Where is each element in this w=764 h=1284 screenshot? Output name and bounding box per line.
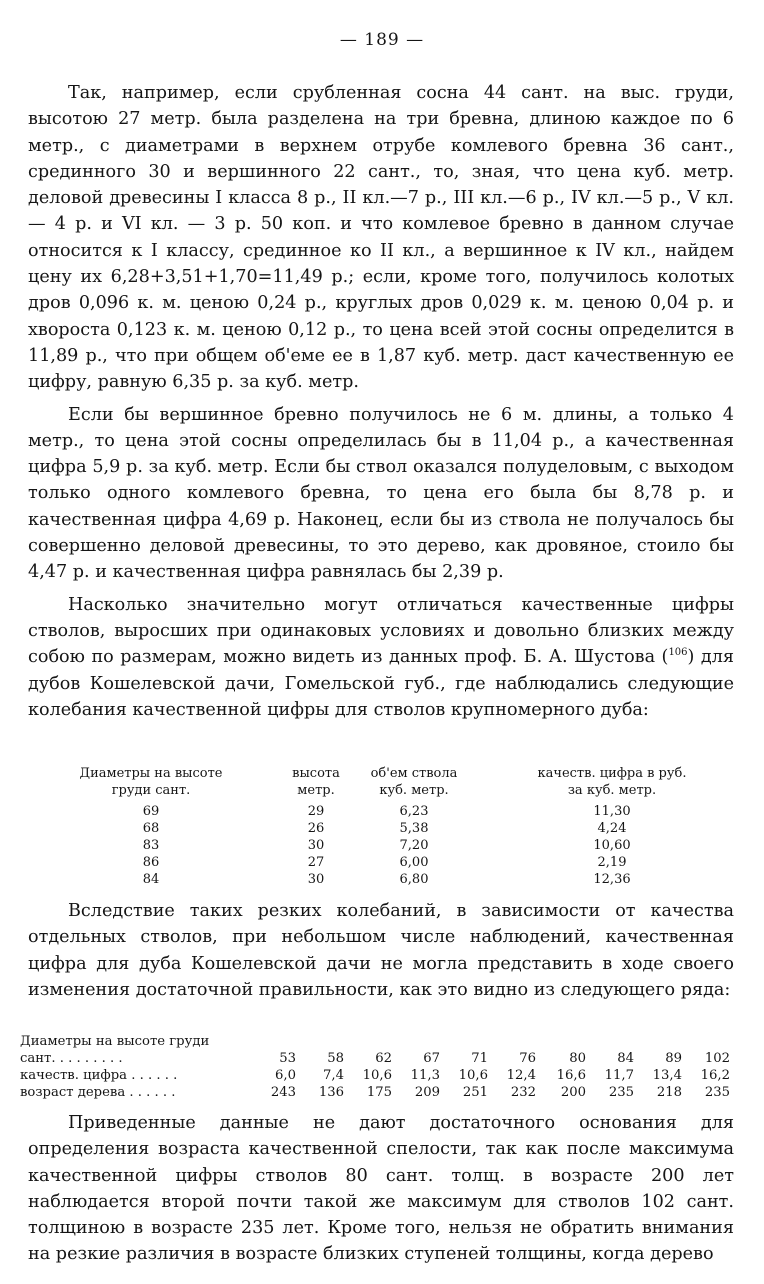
table-cell: 5,38 — [399, 821, 429, 836]
series-cell: 76 — [519, 1051, 536, 1066]
series-label-age: возраст дерева . . . . . . — [20, 1085, 176, 1100]
series-cell: 12,4 — [506, 1068, 536, 1083]
table-cell: 6,23 — [399, 804, 429, 819]
series-cell: 16,2 — [700, 1068, 730, 1083]
paragraph-pine-example: Так, например, если срубленная сосна 44 сант. на выс. груди, высотою 27 метр. была разделена на три бревна, длиною каждое по 6 метр., с диаметрами в верхнем отрубе комлевого бревна 36 сант., срединного 30 и вершинного 22 сант., то, зная, что цена куб. метр. деловой древесины I класса 8 р., II кл.—7 р., III кл.—6 р., IV кл.—5 р., V кл. — 4 р. и VI кл. — 3 р. 50 коп. и что комлевое бревно в данном случае относится к I классу, срединное ко II кл., а вершинное к IV кл., найдем цену их 6,28+3,51+1,70=11,49 р.; если, кроме того, получилось колотых дров 0,096 к. м. ценою 0,24 р., круглых дров 0,029 к. м. ценою 0,04 р. и хвороста 0,123 к. м. ценою 0,12 р., то цена всей этой сосны определится в 11,89 р., что при общем об'еме ее в 1,87 куб. метр. даст качественную ее цифру, равную 6,35 р. за куб. метр. — [28, 83, 734, 393]
table-cell: 12,36 — [593, 872, 631, 887]
series-cell: 16,6 — [556, 1068, 586, 1083]
series-cell: 218 — [656, 1085, 682, 1100]
series-cell: 209 — [414, 1085, 440, 1100]
table-cell: 29 — [307, 804, 325, 819]
series-cell: 10,6 — [458, 1068, 488, 1083]
table-cell: 86 — [142, 855, 160, 870]
table-header-volume: об'ем ствола куб. метр. — [370, 766, 458, 798]
series-cell: 62 — [375, 1051, 392, 1066]
text-block-bottom — [28, 1110, 734, 1274]
table-header-quality: качеств. цифра в руб. за куб. метр. — [537, 766, 687, 798]
table-header-height: высота метр. — [292, 766, 340, 798]
series-cell: 53 — [279, 1051, 296, 1066]
series-cell: 6,0 — [275, 1068, 296, 1083]
series-cell: 235 — [704, 1085, 730, 1100]
table-cell: 69 — [142, 804, 160, 819]
series-cell: 136 — [318, 1085, 344, 1100]
table-cell: 30 — [307, 872, 325, 887]
table-cell: 6,80 — [399, 872, 429, 887]
series-label-diameter: сант. . . . . . . . . — [20, 1051, 123, 1066]
series-cell: 102 — [704, 1051, 730, 1066]
paragraph-top-log: Если бы вершинное бревно получилось не 6 м. длины, а только 4 метр., то цена этой сосны определилась бы в 11,04 р., а качественная цифра 5,9 р. за куб. метр. Если бы ствол оказался полуделовым, с выходом только одного комлевого бревна, то цена его была бы 8,78 р. и качественная цифра 4,69 р. Наконец, если бы из ствола не получалось бы совершенно деловой древесины, то это дерево, как дровяное, стоило бы 4,47 р. и качественная цифра равнялась бы 2,39 р. — [28, 404, 734, 583]
series-cell: 251 — [462, 1085, 488, 1100]
table-cell: 27 — [307, 855, 325, 870]
paragraph-shustov — [28, 592, 734, 723]
table-cell: 83 — [142, 838, 160, 853]
series-cell: 89 — [665, 1051, 682, 1066]
text-block-top — [28, 80, 734, 729]
series-cell: 80 — [569, 1051, 586, 1066]
table-column-volume — [358, 803, 470, 888]
series-cell: 200 — [560, 1085, 586, 1100]
table-cell: 11,30 — [593, 804, 631, 819]
table-cell: 4,24 — [597, 821, 627, 836]
table-column-height — [284, 803, 348, 888]
table-cell: 2,19 — [597, 855, 627, 870]
paragraph-shustov-part2: ) для дубов Кошелевской дачи, Гомельской губ., где наблюдались следующие колебания качественной цифры для стволов крупномерного дуба: — [28, 647, 734, 720]
table-cell: 6,00 — [399, 855, 429, 870]
table-header-diameter: Диаметры на высоте груди сант. — [79, 766, 223, 798]
table-cell: 84 — [142, 872, 160, 887]
table-cell: 26 — [307, 821, 325, 836]
series-cell: 67 — [423, 1051, 440, 1066]
series-cell: 84 — [617, 1051, 634, 1066]
series-cell: 232 — [510, 1085, 536, 1100]
reference-number: 106 — [668, 647, 688, 659]
series-label-top: Диаметры на высоте груди — [20, 1034, 210, 1049]
text-block-middle — [28, 898, 734, 1009]
paragraph-conclusion: Приведенные данные не дают достаточного основания для определения возраста качественной спелости, так как после максимума качественной цифры стволов 80 сант. толщ. в возрасте 200 лет наблюдается второй почти такой же максимум для стволов 102 сант. толщиною в возрасте 235 лет. Кроме того, нельзя не обратить внимания на резкие различия в возрасте близких ступеней толщины, когда дерево — [28, 1113, 734, 1265]
series-cell: 11,3 — [410, 1068, 440, 1083]
table-cell: 30 — [307, 838, 325, 853]
series-cell: 58 — [327, 1051, 344, 1066]
table-cell: 68 — [142, 821, 160, 836]
series-cell: 71 — [471, 1051, 488, 1066]
table-cell: 7,20 — [399, 838, 429, 853]
table-column-quality — [496, 803, 728, 888]
series-cell: 13,4 — [652, 1068, 682, 1083]
table-column-diameter — [36, 803, 266, 888]
table-cell: 10,60 — [593, 838, 631, 853]
series-cell: 175 — [366, 1085, 392, 1100]
paragraph-shustov-part1: Насколько значительно могут отличаться качественные цифры стволов, выросших при одинаковых условиях и довольно близких между собою по размерам, можно видеть из данных проф. Б. А. Шустова ( — [28, 594, 734, 668]
series-cell: 7,4 — [323, 1068, 344, 1083]
series-cell: 243 — [270, 1085, 296, 1100]
paragraph-fluctuations: Вследствие таких резких колебаний, в зависимости от качества отдельных стволов, при небольшом числе наблюдений, качественная цифра для дуба Кошелевской дачи не могла представить в ходе своего изменения достаточной правильности, как это видно из следующего ряда: — [28, 901, 734, 1000]
page-number: — 189 — — [339, 30, 425, 50]
series-cell: 11,7 — [604, 1068, 634, 1083]
series-cell: 10,6 — [362, 1068, 392, 1083]
series-cell: 235 — [608, 1085, 634, 1100]
series-label-quality: качеств. цифра . . . . . . — [20, 1068, 178, 1083]
